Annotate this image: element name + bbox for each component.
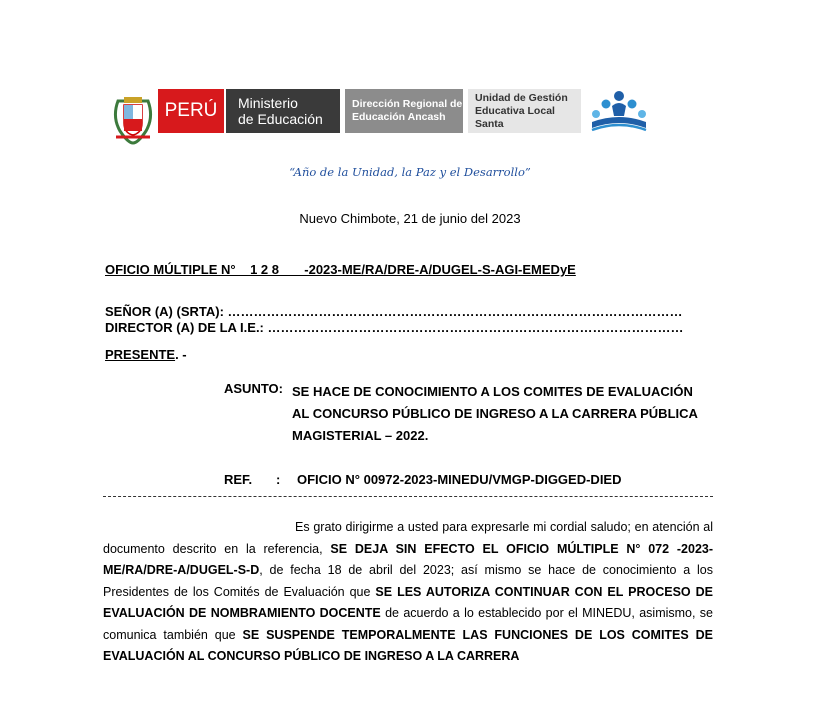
asunto-text: SE HACE DE CONOCIMIENTO A LOS COMITES DE EVALUACIÓN AL CONCURSO PÚBLICO DE INGRESO A LA CARRERA PÚBLICA MAGISTERIAL – 2022. — [292, 384, 698, 443]
presente-label: PRESENTE — [105, 347, 176, 362]
recipient-director: DIRECTOR (A) DE LA I.E.: …………………………………………………………………………………… — [105, 320, 684, 335]
body-text-1: Es grato dirigirme a usted para expresarle mi cordial saludo; en atención al documento descrito en la referencia, — [103, 520, 713, 556]
ref-colon: : — [276, 472, 281, 487]
ref-text: OFICIO N° 00972-2023-MINEDU/VMGP-DIGGED-DIED — [297, 472, 622, 487]
body-bold-2: SE LES AUTORIZA CONTINUAR CON EL PROCESO DE EVALUACIÓN DE NOMBRAMIENTO DOCENTE — [103, 584, 713, 620]
document-date: Nuevo Chimbote, 21 de junio del 2023 — [299, 211, 521, 226]
year-motto: “Año de la Unidad, la Paz y el Desarrollo” — [289, 165, 531, 179]
ugel-line1: Unidad de Gestión — [475, 91, 568, 104]
minedu-line2: de Educación — [238, 111, 323, 127]
ugel-emblem-icon — [588, 88, 650, 136]
minedu-line1: Ministerio — [238, 95, 298, 111]
body-text — [103, 517, 713, 668]
presente-line — [105, 347, 187, 362]
body-bold-3: SE SUSPENDE TEMPORALMENTE LAS FUNCIONES DE LOS COMITES DE EVALUACIÓN AL CONCURSO PÚBLICO DE INGRESO A LA CARRERA — [103, 627, 713, 663]
ref-label: REF. — [224, 472, 253, 487]
peru-coat-of-arms-icon — [110, 87, 156, 145]
ugel-logo-text — [468, 89, 581, 133]
peru-logo — [158, 89, 224, 133]
body-paragraph — [103, 517, 713, 668]
minedu-logo — [226, 89, 340, 133]
dre-logo — [345, 89, 463, 133]
presente-suffix: . - — [175, 347, 187, 362]
dre-line2: Educación Ancash — [352, 111, 446, 123]
body-text-3: de acuerdo a lo establecido por el MINEDU, asimismo, se comunica también que — [103, 606, 713, 642]
oficio-number: OFICIO MÚLTIPLE N° 1 2 8 -2023-ME/RA/DRE-A/DUGEL-S-AGI-EMEDyE — [105, 262, 576, 277]
body-text-2: , de fecha 18 de abril del 2023; así mismo se hace de conocimiento a los Presidentes de los Comités de Evaluación que — [103, 563, 713, 599]
ugel-line2: Educativa Local Santa — [475, 104, 555, 130]
recipient-senor: SEÑOR (A) (SRTA): …………………………………………………………………………………………… — [105, 304, 683, 319]
body-bold-1: SE DEJA SIN EFECTO EL OFICIO MÚLTIPLE N° 072 -2023-ME/RA/DRE-A/DUGEL-S-D — [103, 541, 714, 577]
peru-label: PERÚ — [164, 100, 218, 121]
separator-line — [103, 496, 713, 497]
dre-line1: Dirección Regional de — [352, 98, 463, 110]
asunto-label: ASUNTO: — [224, 381, 283, 396]
